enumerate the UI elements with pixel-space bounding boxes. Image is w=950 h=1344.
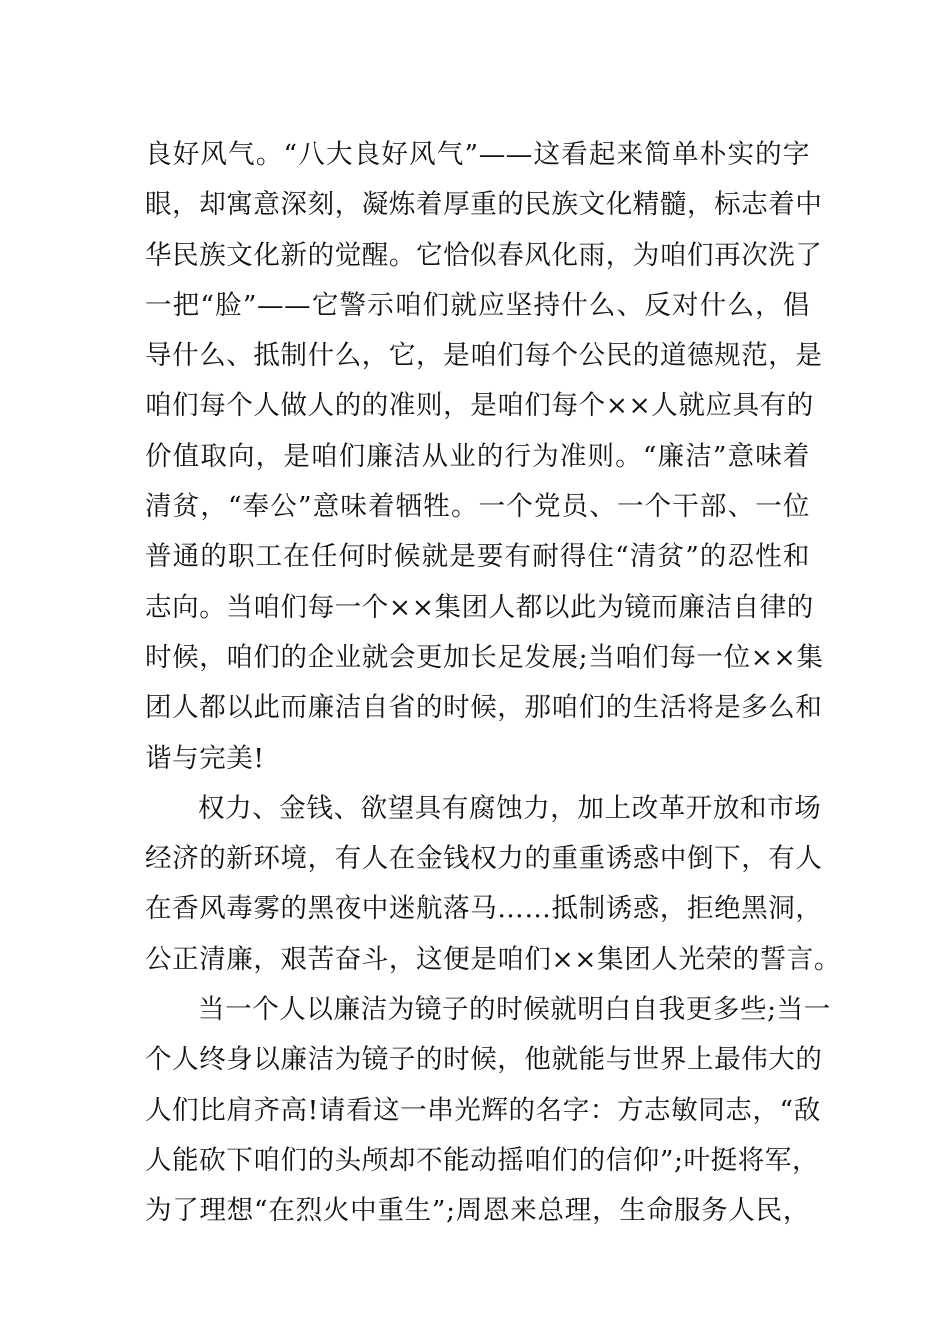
text-line: 团人都以此而廉洁自省的时候，那咱们的生活将是多么和 xyxy=(145,692,823,724)
paragraph-2 xyxy=(145,784,842,985)
text-line: 在香风毒雾的黑夜中迷航落马……抵制诱惑，拒绝黑洞， xyxy=(145,893,823,925)
text-line: 经济的新环境，有人在金钱权力的重重诱惑中倒下，有人 xyxy=(145,843,823,875)
text-line: 权力、金钱、欲望具有腐蚀力，加上改革开放和市场 xyxy=(198,792,822,824)
text-line: 咱们每个人做人的的准则，是咱们每个××人就应具有的 xyxy=(145,390,814,422)
text-line: 人们比肩齐高!请看这一串光辉的名字：方志敏同志，“敌 xyxy=(145,1094,821,1126)
text-line: 一把“脸”——它警示咱们就应坚持什么、反对什么，倡 xyxy=(145,289,810,321)
text-line: 个人终身以廉洁为镜子的时候，他就能与世界上最伟大的 xyxy=(145,1044,823,1076)
text-line: 普通的职工在任何时候就是要有耐得住“清贫”的忍性和 xyxy=(145,541,810,573)
text-line: 导什么、抵制什么，它，是咱们每个公民的道德规范，是 xyxy=(145,340,823,372)
text-line: 时候，咱们的企业就会更加长足发展;当咱们每一位××集 xyxy=(145,641,824,673)
text-line: 为了理想“在烈火中重生”;周恩来总理，生命服务人民， xyxy=(145,1195,810,1227)
text-line: 人能砍下咱们的头颅却不能动摇咱们的信仰”;叶挺将军， xyxy=(145,1144,820,1176)
text-line: 良好风气。“八大良好风气”——这看起来简单朴实的字 xyxy=(145,139,810,170)
text-line: 公正清廉，艰苦奋斗，这便是咱们××集团人光荣的誓言。 xyxy=(145,943,842,975)
text-line: 价值取向，是咱们廉洁从业的行为准则。“廉洁”意味着 xyxy=(145,440,810,472)
document-body xyxy=(145,130,842,1237)
text-line: 志向。当咱们每一个××集团人都以此为镜而廉洁自律的 xyxy=(145,591,814,623)
paragraph-3 xyxy=(145,985,831,1236)
paragraph-1 xyxy=(145,130,824,784)
text-line: 眼，却寓意深刻，凝炼着厚重的民族文化精髓，标志着中 xyxy=(145,189,823,221)
text-line: 清贫，“奉公”意味着牺牲。一个党员、一个干部、一位 xyxy=(145,491,810,523)
text-line: 当一个人以廉洁为镜子的时候就明白自我更多些;当一 xyxy=(198,994,831,1026)
text-line: 谐与完美! xyxy=(145,742,265,774)
text-line: 华民族文化新的觉醒。它恰似春风化雨，为咱们再次洗了 xyxy=(145,239,823,271)
